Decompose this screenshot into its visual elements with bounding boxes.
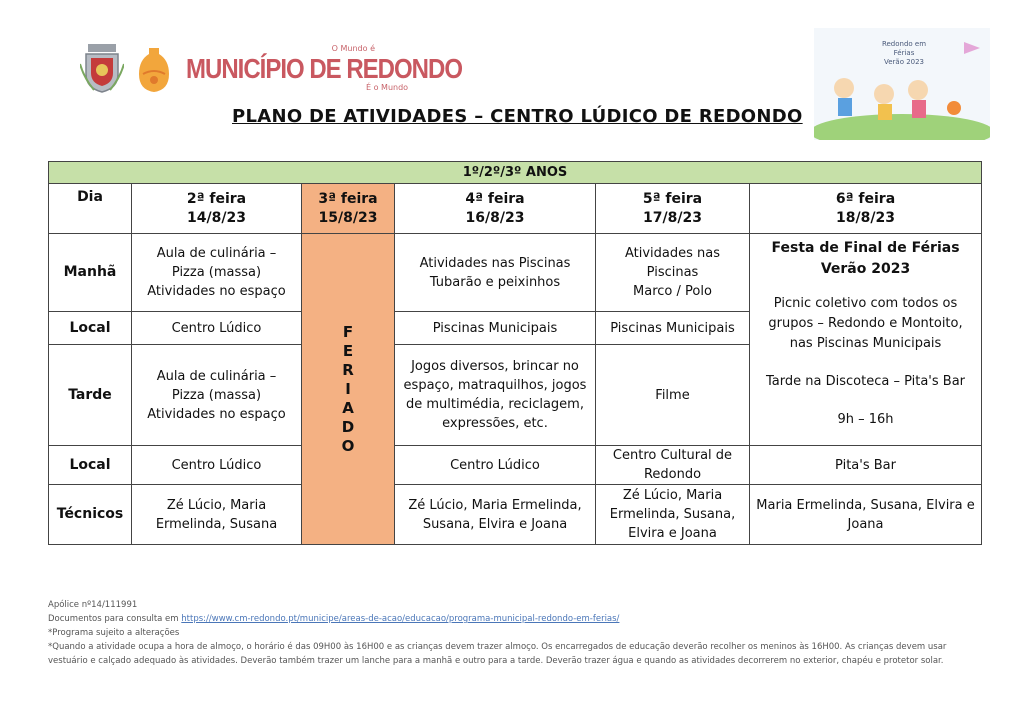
municipal-crest-logo — [80, 44, 124, 94]
cell-line: Zé Lúcio, Maria — [166, 497, 267, 513]
cell-mon-tarde — [132, 345, 302, 446]
cell-line: Ermelinda, Susana, — [609, 507, 736, 522]
summer-badge — [876, 40, 932, 67]
summer-badge-line: Redondo em — [881, 40, 927, 48]
cell-fri-local: Pita's Bar — [750, 446, 982, 485]
day-name: 6ª feira — [835, 190, 896, 207]
holiday-letter: D — [341, 417, 355, 436]
cell-wed-tarde — [395, 345, 596, 446]
cell-line: Verão 2023 — [820, 261, 911, 277]
cell-line: Joana — [847, 516, 884, 532]
table-row-local — [49, 446, 982, 485]
cell-wed-local: Centro Lúdico — [395, 446, 596, 485]
holiday-letter: I — [345, 379, 351, 398]
cell-line: nas Piscinas Municipais — [789, 336, 942, 351]
cell-mon-manha — [132, 234, 302, 312]
cell-line: Maria Ermelinda, Susana, Elvira e — [756, 497, 975, 513]
vase-logo-icon — [135, 44, 173, 94]
row-label-tarde: Tarde — [49, 345, 132, 446]
cell-line: Atividades nas — [624, 246, 721, 261]
cell-line: Piscinas — [646, 265, 699, 280]
cell-thu-manha — [596, 234, 750, 312]
cell-line: Susana, Elvira e Joana — [422, 516, 568, 532]
cell-line: Aula de culinária – — [156, 246, 277, 261]
summer-illustration — [814, 28, 990, 140]
cell-line: Aula de culinária – — [156, 368, 277, 384]
day-name: 3ª feira — [318, 190, 378, 207]
group-band: 1º/2º/3º ANOS — [49, 162, 982, 184]
day-header-thu — [596, 184, 750, 234]
day-date: 17/8/23 — [643, 209, 702, 226]
cell-line: Jogos diversos, brincar no — [411, 359, 579, 374]
cell-line: Redondo — [643, 467, 702, 482]
docs-link[interactable]: https://www.cm-redondo.pt/municipe/areas-de-acao/educacao/programa-municipal-redondo-em-ferias/ — [181, 614, 620, 624]
footer-notes — [48, 598, 981, 668]
cell-line: Centro Cultural de — [612, 448, 733, 463]
summer-badge-line: Verão 2023 — [883, 58, 925, 66]
day-name: 5ª feira — [642, 190, 703, 207]
holiday-letter: E — [342, 341, 354, 360]
cell-line: Atividades nas Piscinas — [419, 255, 571, 271]
page-title: PLANO DE ATIVIDADES – CENTRO LÚDICO DE REDONDO — [232, 106, 803, 127]
day-header-mon — [132, 184, 302, 234]
table-row-manha — [49, 234, 982, 312]
cell-fri-tecnicos — [750, 485, 982, 545]
cell-line: Tubarão e peixinhos — [429, 274, 561, 290]
cell-thu-tarde: Filme — [596, 345, 750, 446]
table-header-row — [49, 184, 982, 234]
activity-schedule-table — [48, 161, 982, 545]
cell-wed-manha — [395, 234, 596, 312]
holiday-letter: O — [341, 436, 355, 455]
policy-number: Apólice nº14/111991 — [48, 600, 138, 610]
row-label-local: Local — [49, 446, 132, 485]
row-label-local: Local — [49, 312, 132, 345]
day-column-label: Dia — [49, 184, 132, 234]
municipality-brand — [186, 44, 463, 96]
cell-line: Tarde na Discoteca – Pita's Bar — [766, 374, 966, 389]
table-row-tecnicos — [49, 485, 982, 545]
day-name: 2ª feira — [186, 190, 247, 207]
cell-line: espaço, matraquilhos, jogos — [403, 378, 587, 393]
cell-thu-local — [596, 446, 750, 485]
day-header-fri — [750, 184, 982, 234]
holiday-letter: F — [342, 322, 354, 341]
cell-line: Festa de Final de Férias — [771, 240, 960, 256]
day-date: 15/8/23 — [318, 209, 378, 226]
cell-line: Marco / Polo — [633, 284, 712, 299]
day-date: 18/8/23 — [836, 209, 895, 226]
cell-line: Picnic coletivo com todos os — [773, 296, 958, 311]
cell-fri-event — [750, 234, 982, 446]
cell-line: Zé Lúcio, Maria — [622, 488, 723, 503]
brand-name: MUNICÍPIO DE REDONDO — [186, 54, 463, 86]
cell-wed-local: Piscinas Municipais — [395, 312, 596, 345]
cell-wed-tecnicos — [395, 485, 596, 545]
cell-thu-tecnicos — [596, 485, 750, 545]
cell-line: Pizza (massa) — [171, 387, 262, 403]
day-header-tue — [302, 184, 395, 234]
cell-line: Atividades no espaço — [147, 284, 286, 299]
cell-mon-local: Centro Lúdico — [132, 446, 302, 485]
cell-line: de multimédia, reciclagem, — [406, 397, 584, 412]
day-date: 14/8/23 — [187, 209, 246, 226]
day-date: 16/8/23 — [465, 209, 525, 226]
docs-line — [48, 612, 981, 626]
cell-line: Atividades no espaço — [147, 406, 286, 422]
docs-prefix: Documentos para consulta em — [48, 614, 182, 624]
cell-mon-local: Centro Lúdico — [132, 312, 302, 345]
brand-tagline-bottom: É o Mundo — [366, 83, 409, 92]
brand-tagline-top: O Mundo é — [331, 44, 375, 53]
cell-line: Ermelinda, Susana — [155, 516, 278, 532]
day-name: 4ª feira — [465, 190, 525, 207]
holiday-letter: R — [342, 360, 354, 379]
cell-mon-tecnicos — [132, 485, 302, 545]
day-header-wed — [395, 184, 596, 234]
row-label-manha: Manhã — [49, 234, 132, 312]
cell-line: expressões, etc. — [442, 416, 548, 431]
note-program-changes: *Programa sujeito a alterações — [48, 628, 180, 638]
note-instructions: *Quando a atividade ocupa a hora de almoço, o horário é das 09H00 às 16H00 e as crianças devem trazer almoço. Os encarregados de educação deverão recolher os meninos às 16H00. As crianças devem usar vestuário e calçado adequado às atividades. Deverão também trazer um lanche para a manhã e outro para a tarde. Deverão trazer água e quando as atividades decorrerem no exterior, chapéu e protetor solar. — [48, 642, 947, 666]
holiday-letter: A — [342, 398, 354, 417]
cell-line: grupos – Redondo e Montoito, — [768, 316, 963, 331]
cell-line: Zé Lúcio, Maria Ermelinda, — [408, 497, 582, 513]
summer-badge-line: Férias — [893, 49, 915, 57]
cell-line: Elvira e Joana — [628, 526, 717, 541]
cell-line: Pizza (massa) — [171, 265, 262, 280]
cell-line: 9h – 16h — [837, 412, 894, 427]
holiday-column — [302, 234, 395, 545]
fri-event-title — [753, 238, 978, 280]
row-label-tecnicos: Técnicos — [49, 485, 132, 545]
cell-thu-local: Piscinas Municipais — [596, 312, 750, 345]
